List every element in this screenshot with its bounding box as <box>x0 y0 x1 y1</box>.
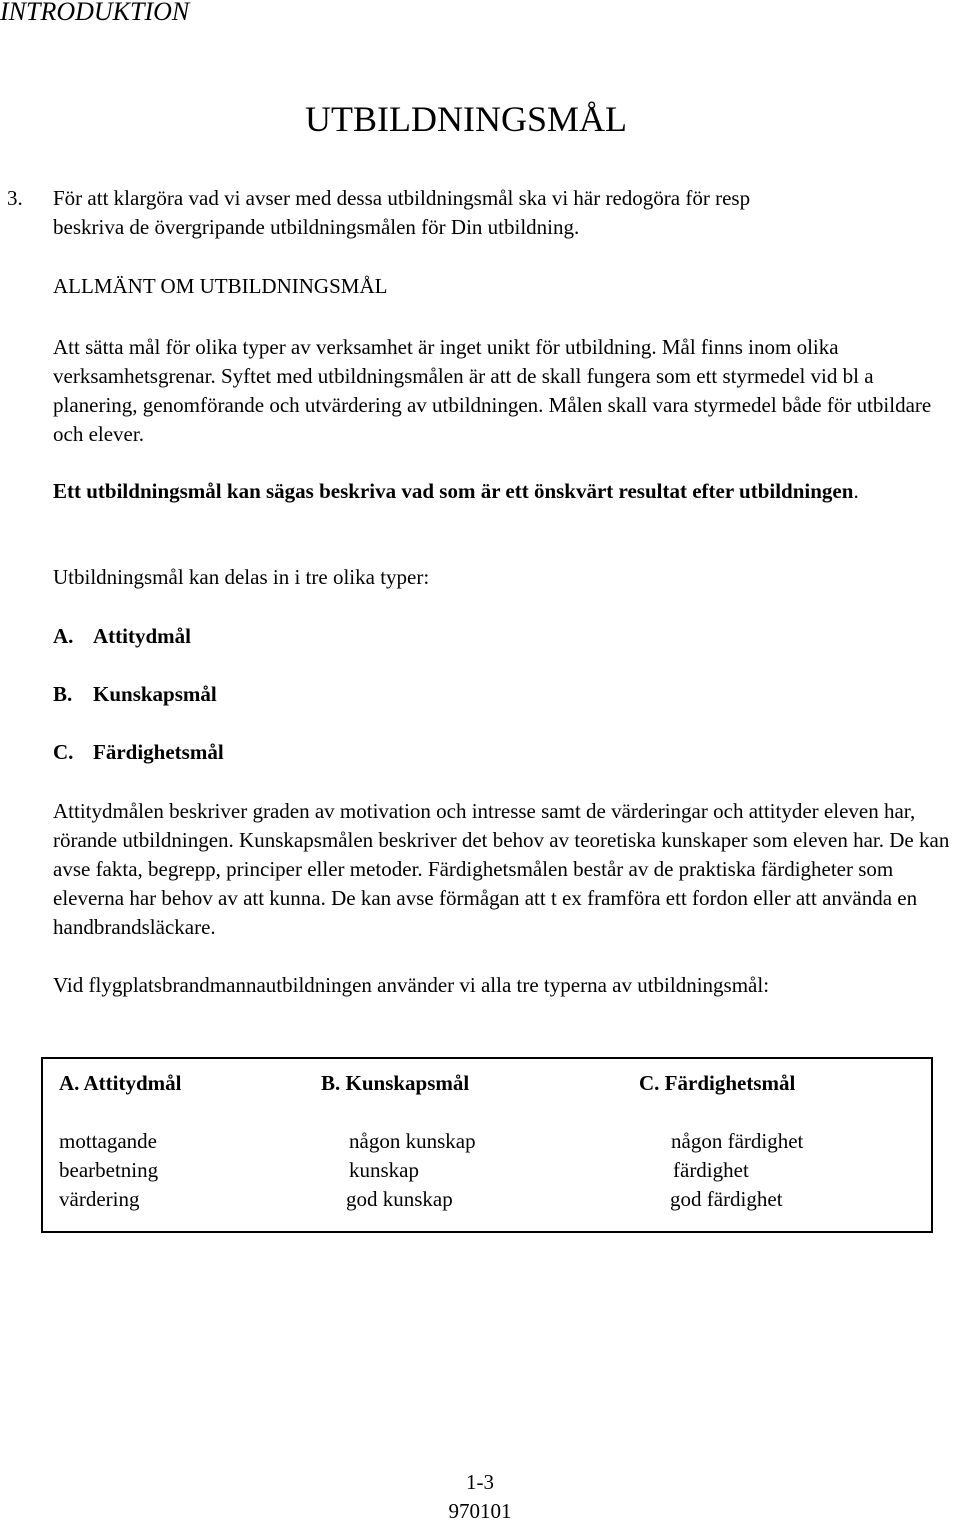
section-heading: ALLMÄNT OM UTBILDNINGSMÅL <box>53 274 388 298</box>
paragraph-5: Vid flygplatsbrandmannautbildningen använder vi alla tre typerna av utbildningsmål: <box>53 973 770 997</box>
list-label: Färdighetsmål <box>93 740 224 764</box>
table-header-attitude: A. Attitydmål <box>59 1071 182 1095</box>
page-date: 970101 <box>448 1499 512 1523</box>
goals-table <box>41 1057 933 1233</box>
table-header-knowledge: B. Kunskapsmål <box>321 1071 470 1095</box>
paragraph-4: Attitydmålen beskriver graden av motivation och intresse samt de värderingar och attityder eleven har, rörande utbildningen. Kunskapsmålen beskriver det behov av teoretiska kunskaper som eleven har. De kan avse fakta, begrepp, principer eller metoder. Färdighetsmålen består av de praktiska färdigheter som eleverna har behov av att kunna. De kan avse förmågan att t ex framföra ett fordon eller att använda en handbrandsläckare. <box>53 799 950 939</box>
intro-number: 3. <box>7 186 23 210</box>
list-label: Attitydmål <box>93 624 191 648</box>
list-letter: B. <box>53 682 73 706</box>
table-cell: kunskap <box>349 1158 419 1182</box>
page-title: UTBILDNINGSMÅL <box>305 99 627 139</box>
intro-line-2: beskriva de övergripande utbildningsmålen för Din utbildning. <box>53 215 580 239</box>
paragraph-1: Att sätta mål för olika typer av verksamhet är inget unikt för utbildning. Mål finns inom olika verksamhetsgrenar. Syftet med utbildningsmålen är att de skall fungera som ett styrmedel vid bl a planering, genomförande och utvärdering av utbildningen. Målen skall vara styrmedel både för utbildare och elever. <box>53 335 932 446</box>
table-cell: färdighet <box>673 1158 749 1182</box>
table-cell: bearbetning <box>59 1158 159 1182</box>
table-header-skill: C. Färdighetsmål <box>639 1071 796 1095</box>
paragraph-2-bold: Ett utbildningsmål kan sägas beskriva vad som är ett önskvärt resultat efter utbildningen <box>53 479 854 503</box>
table-cell: någon färdighet <box>671 1129 804 1153</box>
list-item-knowledge <box>53 680 217 709</box>
paragraph-2-end: . <box>853 479 859 503</box>
list-letter: A. <box>53 624 74 648</box>
list-letter: C. <box>53 740 74 764</box>
intro-line-1: För att klargöra vad vi avser med dessa utbildningsmål ska vi här redogöra för resp <box>53 186 751 210</box>
paragraph-2 <box>53 477 958 506</box>
list-item-skill <box>53 738 224 767</box>
paragraph-3: Utbildningsmål kan delas in i tre olika typer: <box>53 565 430 589</box>
table-cell: god kunskap <box>346 1187 453 1211</box>
page-number: 1-3 <box>466 1470 494 1494</box>
table-cell: mottagande <box>59 1129 157 1153</box>
intro-paragraph <box>0 184 960 242</box>
table-cell: någon kunskap <box>349 1129 476 1153</box>
list-item-attitude <box>53 622 191 651</box>
page-header: INTRODUKTION <box>0 0 190 26</box>
list-label: Kunskapsmål <box>93 682 217 706</box>
table-cell: värdering <box>59 1187 140 1211</box>
table-cell: god färdighet <box>670 1187 783 1211</box>
